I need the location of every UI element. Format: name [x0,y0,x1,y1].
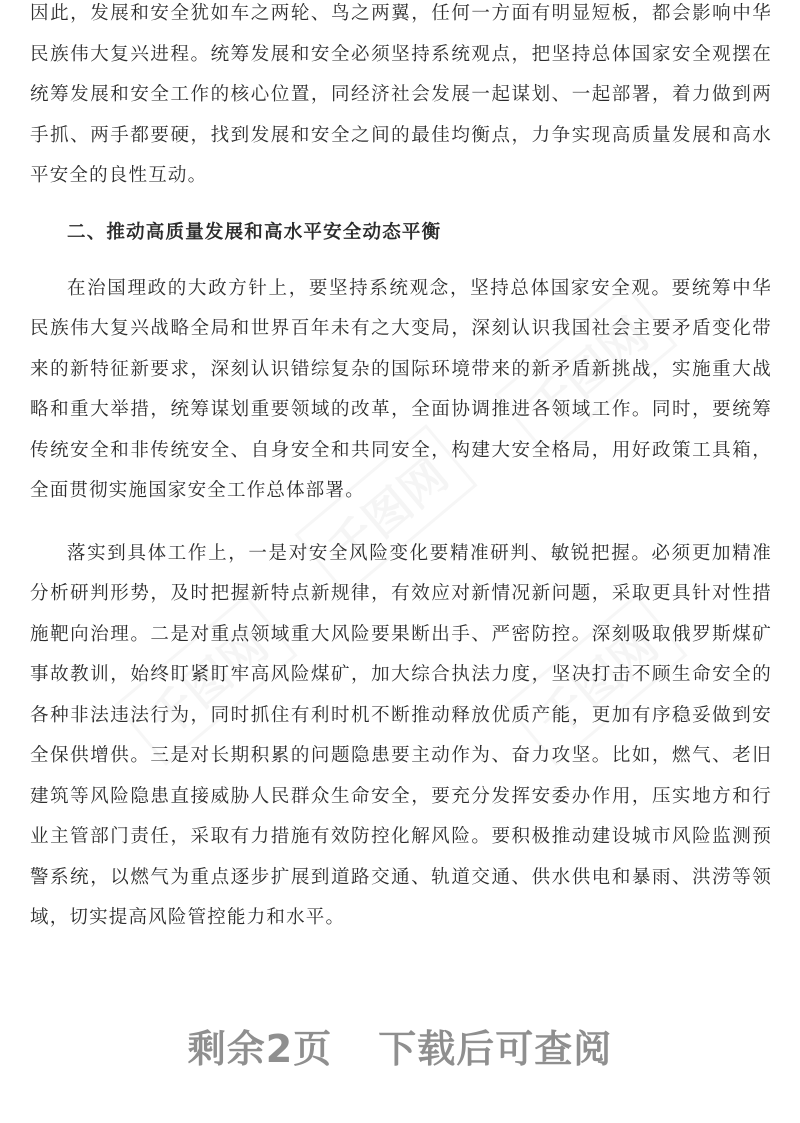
download-prompt-label[interactable]: 下载后可查阅 [378,1027,613,1071]
paragraph-2: 在治国理政的大政方针上，要坚持系统观念，坚持总体国家安全观。要统筹中华民族伟大复兴战略全局和世界百年未有之大变局，深刻认识我国社会主要矛盾变化带来的新特征新要求，深刻认识错综复杂的国际环境带来的新矛盾新挑战，实施重大战略和重大举措，统筹谋划重要领域的改革，全面协调推进各领域工作。同时，要统筹传统安全和非传统安全、自身安全和共同安全，构建大安全格局，用好政策工具箱，全面贯彻实施国家安全工作总体部署。 [30,277,772,501]
paragraph-gap [30,512,772,534]
document-body [30,0,772,939]
watermark: 千图网 [504,594,687,766]
download-banner[interactable] [0,1018,800,1073]
watermark: 千图网 [494,284,677,456]
section-heading: 二、推动高质量发展和高水平安全动态平衡 [67,221,442,243]
remaining-pages-label[interactable]: 剩余2页 [187,1027,333,1071]
intro-paragraph: 因此，发展和安全犹如车之两轮、鸟之两翼，任何一方面有明显短板，都会影响中华民族伟大复兴进程。统筹发展和安全必须坚持系统观点，把坚持总体国家安全观摆在统筹发展和安全工作的核心位置，同经济社会发展一起谋划、一起部署，着力做到两手抓、两手都要硬，找到发展和安全之间的最佳均衡点，力争实现高质量发展和高水平安全的良性互动。 [30,3,772,186]
watermark: 千图网 [114,594,297,766]
paragraph-3: 落实到具体工作上，一是对安全风险变化要精准研判、敏锐把握。必须更加精准分析研判形势，及时把握新特点新规律，有效应对新情况新问题，采取更具针对性措施靶向治理。二是对重点领域重大风险要果断出手、严密防控。深刻吸取俄罗斯煤矿事故教训，始终盯紧盯牢高风险煤矿，加大综合执法力度，坚决打击不顾生命安全的各种非法违法行为，同时抓住有利时机不断推动释放优质产能，更加有序稳妥做到安全保供增供。三是对长期积累的问题隐患要主动作为、奋力攻坚。比如，燃气、老旧建筑等风险隐患直接威胁人民群众生命安全，要充分发挥安委办作用，压实地方和行业主管部门责任，采取有力措施有效防控化解风险。要积极推动建设城市风险监测预警系统，以燃气为重点逐步扩展到道路交通、轨道交通、供水供电和暴雨、洪涝等领域，切实提高风险管控能力和水平。 [30,542,772,928]
watermark: 千图网 [294,424,477,596]
